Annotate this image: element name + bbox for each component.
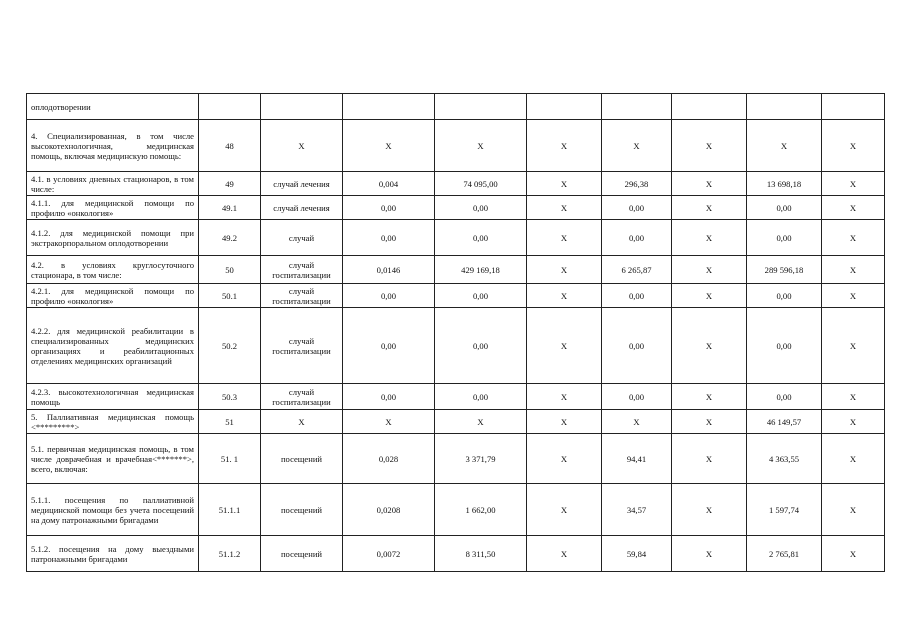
table-cell: X [527, 120, 602, 172]
table-cell: 0,00 [747, 308, 822, 384]
table-cell: X [435, 410, 527, 434]
table-cell: 0,00 [343, 220, 435, 256]
table-cell: 94,41 [602, 434, 672, 484]
table-cell: посещений [261, 484, 343, 536]
table-cell [261, 94, 343, 120]
table-cell: 0,00 [602, 220, 672, 256]
table-cell: 3 371,79 [435, 434, 527, 484]
table-cell: 0,00 [747, 384, 822, 410]
table-cell [343, 94, 435, 120]
table-cell: X [343, 410, 435, 434]
row-description: 5.1.2. посещения на дому выездными патронажными бригадами [27, 536, 199, 572]
table-cell: 289 596,18 [747, 256, 822, 284]
table-cell: 0,00 [435, 196, 527, 220]
table-row [27, 120, 885, 172]
table-cell: 0,00 [435, 284, 527, 308]
table-cell: X [672, 308, 747, 384]
table-cell: случай госпитализации [261, 284, 343, 308]
table-cell: X [672, 284, 747, 308]
table-cell [602, 94, 672, 120]
row-description: 5.1. первичная медицинская помощь, в том числе доврачебная и врачебная<*******>, всего, включая: [27, 434, 199, 484]
row-description: 4.1. в условиях дневных стационаров, в том числе: [27, 172, 199, 196]
table-row [27, 434, 885, 484]
table-cell: X [527, 434, 602, 484]
table-cell: X [672, 172, 747, 196]
table-row [27, 536, 885, 572]
table-cell: 296,38 [602, 172, 672, 196]
plan-table [26, 93, 885, 572]
table-cell: X [822, 536, 885, 572]
table-cell: X [672, 384, 747, 410]
table-cell: случай госпитализации [261, 308, 343, 384]
table-cell: 0,00 [343, 308, 435, 384]
table-cell: X [672, 434, 747, 484]
table-cell: 0,00 [747, 196, 822, 220]
table-cell: X [261, 120, 343, 172]
table-row [27, 172, 885, 196]
table-cell: X [672, 484, 747, 536]
table-cell: X [822, 384, 885, 410]
table-cell: X [672, 220, 747, 256]
table-cell: 1 662,00 [435, 484, 527, 536]
table-cell: 0,00 [747, 220, 822, 256]
table-cell: 51.1.1 [199, 484, 261, 536]
table-cell: X [435, 120, 527, 172]
table-cell: случай госпитализации [261, 256, 343, 284]
table-cell: X [527, 384, 602, 410]
table-row [27, 484, 885, 536]
table-cell: X [527, 256, 602, 284]
row-description: 4.1.2. для медицинской помощи при экстракорпоральном оплодотворении [27, 220, 199, 256]
row-description: 4.2.2. для медицинской реабилитации в специализированных медицинских организациях и реабилитационных отделениях медицинских организаций [27, 308, 199, 384]
table-row [27, 384, 885, 410]
table-cell: 51.1.2 [199, 536, 261, 572]
table-cell: X [527, 410, 602, 434]
table-cell: 13 698,18 [747, 172, 822, 196]
table-cell: 49.2 [199, 220, 261, 256]
table-cell: 0,00 [343, 384, 435, 410]
table-cell: X [602, 120, 672, 172]
table-cell: 0,0146 [343, 256, 435, 284]
table-cell: X [672, 536, 747, 572]
table-cell: 0,00 [602, 196, 672, 220]
table-cell: 50.1 [199, 284, 261, 308]
table-cell: X [261, 410, 343, 434]
table-cell: 0,00 [435, 220, 527, 256]
table-cell: 74 095,00 [435, 172, 527, 196]
row-description: 4.2.3. высокотехнологичная медицинская помощь [27, 384, 199, 410]
table-cell: X [527, 536, 602, 572]
table-cell: X [672, 196, 747, 220]
table-cell: 46 149,57 [747, 410, 822, 434]
table-cell: X [527, 220, 602, 256]
table-cell: 50.3 [199, 384, 261, 410]
table-cell: X [822, 196, 885, 220]
table-cell: 8 311,50 [435, 536, 527, 572]
table-cell [672, 94, 747, 120]
table-cell: X [672, 120, 747, 172]
table-cell: 49 [199, 172, 261, 196]
table-cell: X [672, 410, 747, 434]
table-cell: X [747, 120, 822, 172]
table-cell: X [822, 256, 885, 284]
table-cell: X [527, 484, 602, 536]
table-cell: X [822, 410, 885, 434]
table-cell: 0,00 [343, 196, 435, 220]
table-cell: X [822, 284, 885, 308]
table-cell: X [527, 284, 602, 308]
table-cell: X [527, 196, 602, 220]
table-cell: X [672, 256, 747, 284]
table-cell [199, 94, 261, 120]
table-cell: 429 169,18 [435, 256, 527, 284]
table-cell: X [343, 120, 435, 172]
table-row [27, 94, 885, 120]
table-cell [822, 94, 885, 120]
table-cell: 6 265,87 [602, 256, 672, 284]
table-cell [435, 94, 527, 120]
table-row [27, 220, 885, 256]
table-cell: X [822, 434, 885, 484]
table-row [27, 196, 885, 220]
table-cell: 2 765,81 [747, 536, 822, 572]
row-description: 4.1.1. для медицинской помощи по профилю «онкология» [27, 196, 199, 220]
table-cell [527, 94, 602, 120]
table-cell: X [822, 484, 885, 536]
table-cell: 59,84 [602, 536, 672, 572]
table-cell: 51. 1 [199, 434, 261, 484]
table-cell: 0,00 [435, 308, 527, 384]
table-cell: 34,57 [602, 484, 672, 536]
table-cell: X [602, 410, 672, 434]
row-description: оплодотворении [27, 94, 199, 120]
table-cell: случай лечения [261, 172, 343, 196]
table-cell: 48 [199, 120, 261, 172]
table-cell [747, 94, 822, 120]
table-cell: X [822, 172, 885, 196]
table-cell: 0,0072 [343, 536, 435, 572]
row-description: 5. Паллиативная медицинская помощь <*********> [27, 410, 199, 434]
table-cell: посещений [261, 434, 343, 484]
table-cell: 0,00 [602, 284, 672, 308]
table-cell: 0,0208 [343, 484, 435, 536]
table-cell: 0,028 [343, 434, 435, 484]
table-cell: 49.1 [199, 196, 261, 220]
table-row [27, 308, 885, 384]
table-row [27, 284, 885, 308]
table-cell: 0,004 [343, 172, 435, 196]
table-row [27, 410, 885, 434]
table-row [27, 256, 885, 284]
row-description: 4.2. в условиях круглосуточного стационара, в том числе: [27, 256, 199, 284]
table-cell: 1 597,74 [747, 484, 822, 536]
table-cell: X [527, 308, 602, 384]
table-cell: 50.2 [199, 308, 261, 384]
table-cell: X [822, 308, 885, 384]
row-description: 4. Специализированная, в том числе высокотехнологичная, медицинская помощь, включая медицинскую помощь: [27, 120, 199, 172]
table-cell: 0,00 [602, 308, 672, 384]
table-cell: 51 [199, 410, 261, 434]
table-cell: 50 [199, 256, 261, 284]
table-cell: случай госпитализации [261, 384, 343, 410]
table-cell: X [527, 172, 602, 196]
table-cell: случай лечения [261, 196, 343, 220]
table-cell: случай [261, 220, 343, 256]
table-cell: посещений [261, 536, 343, 572]
table-cell: 0,00 [602, 384, 672, 410]
row-description: 5.1.1. посещения по паллиативной медицинской помощи без учета посещений на дому патронажными бригадами [27, 484, 199, 536]
table-cell: 0,00 [435, 384, 527, 410]
table-cell: X [822, 220, 885, 256]
table-cell: X [822, 120, 885, 172]
table-cell: 4 363,55 [747, 434, 822, 484]
table-cell: 0,00 [747, 284, 822, 308]
row-description: 4.2.1. для медицинской помощи по профилю «онкология» [27, 284, 199, 308]
table-cell: 0,00 [343, 284, 435, 308]
